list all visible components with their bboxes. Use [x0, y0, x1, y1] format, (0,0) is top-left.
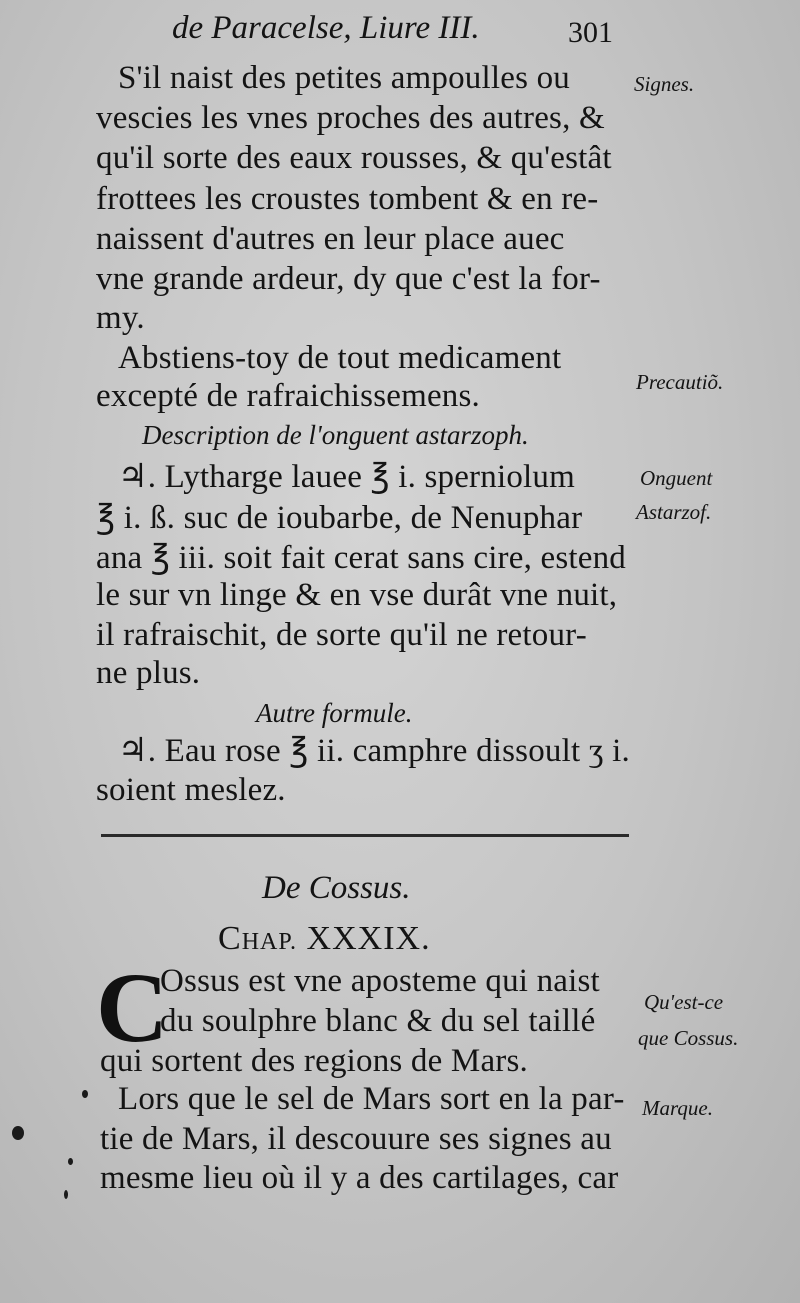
- ink-spot: [64, 1190, 68, 1199]
- drop-cap: C: [96, 952, 169, 1063]
- text-line: tie de Mars, il descouure ses signes au: [100, 1121, 612, 1157]
- text-line: ℥ i. ß. suc de ioubarbe, de Nenuphar: [96, 500, 583, 536]
- text-line: Ossus est vne aposteme qui naist: [160, 963, 600, 999]
- chapter-number: XXXIX.: [306, 920, 431, 957]
- text-line: soient meslez.: [96, 772, 286, 808]
- chapter-word-rest: HAP.: [241, 929, 298, 955]
- formula-caption: Autre formule.: [256, 698, 413, 728]
- text-line: Lors que le sel de Mars sort en la par-: [118, 1081, 625, 1117]
- ink-spot: [68, 1158, 73, 1165]
- chapter-word-initial: C: [218, 920, 242, 957]
- text-line: du soulphre blanc & du sel taillé: [160, 1003, 596, 1039]
- recipe-caption: Description de l'onguent astarzoph.: [142, 420, 529, 450]
- text-line: vne grande ardeur, dy que c'est la for-: [96, 261, 601, 297]
- text-line: qui sortent des regions de Mars.: [100, 1043, 528, 1079]
- text-line: Abstiens-toy de tout medicament: [118, 340, 562, 376]
- text-line: ana ℥ iii. soit fait cerat sans cire, estend: [96, 540, 627, 576]
- text-line: S'il naist des petites ampoulles ou: [118, 60, 570, 96]
- text-line: my.: [96, 300, 145, 336]
- margin-note-marque: Marque.: [642, 1096, 713, 1120]
- margin-note-onguent: Onguent: [640, 466, 713, 490]
- page-number: 301: [568, 16, 613, 49]
- chapter-heading: [218, 920, 431, 958]
- section-divider: [101, 834, 629, 837]
- ink-spot: [12, 1126, 24, 1140]
- margin-note-que-cossus: que Cossus.: [638, 1026, 739, 1050]
- margin-note-questce: Qu'est-ce: [644, 990, 724, 1014]
- text-line: frottees les croustes tombent & en re-: [96, 181, 599, 217]
- text-line: ♃. Lytharge lauee ℥ i. sperniolum: [118, 459, 575, 495]
- text-line: ne plus.: [96, 655, 201, 691]
- text-line: excepté de rafraichissemens.: [96, 378, 480, 414]
- text-line: qu'il sorte des eaux rousses, & qu'estât: [96, 140, 612, 176]
- margin-note-precaution: Precautiõ.: [636, 370, 724, 394]
- text-line: il rafraischit, de sorte qu'il ne retour-: [96, 617, 587, 653]
- ink-spot: [82, 1090, 88, 1098]
- text-line: le sur vn linge & en vse durât vne nuit,: [96, 577, 618, 613]
- text-line: ♃. Eau rose ℥ ii. camphre dissoult ʒ i.: [118, 733, 630, 769]
- text-line: mesme lieu où il y a des cartilages, car: [100, 1160, 619, 1196]
- text-line: vescies les vnes proches des autres, &: [96, 100, 605, 136]
- section-title: De Cossus.: [262, 870, 411, 906]
- margin-note-signes: Signes.: [634, 72, 695, 96]
- running-title: de Paracelse, Liure III.: [172, 10, 480, 46]
- text-line: naissent d'autres en leur place auec: [96, 221, 565, 257]
- margin-note-astarzof: Astarzof.: [636, 500, 712, 524]
